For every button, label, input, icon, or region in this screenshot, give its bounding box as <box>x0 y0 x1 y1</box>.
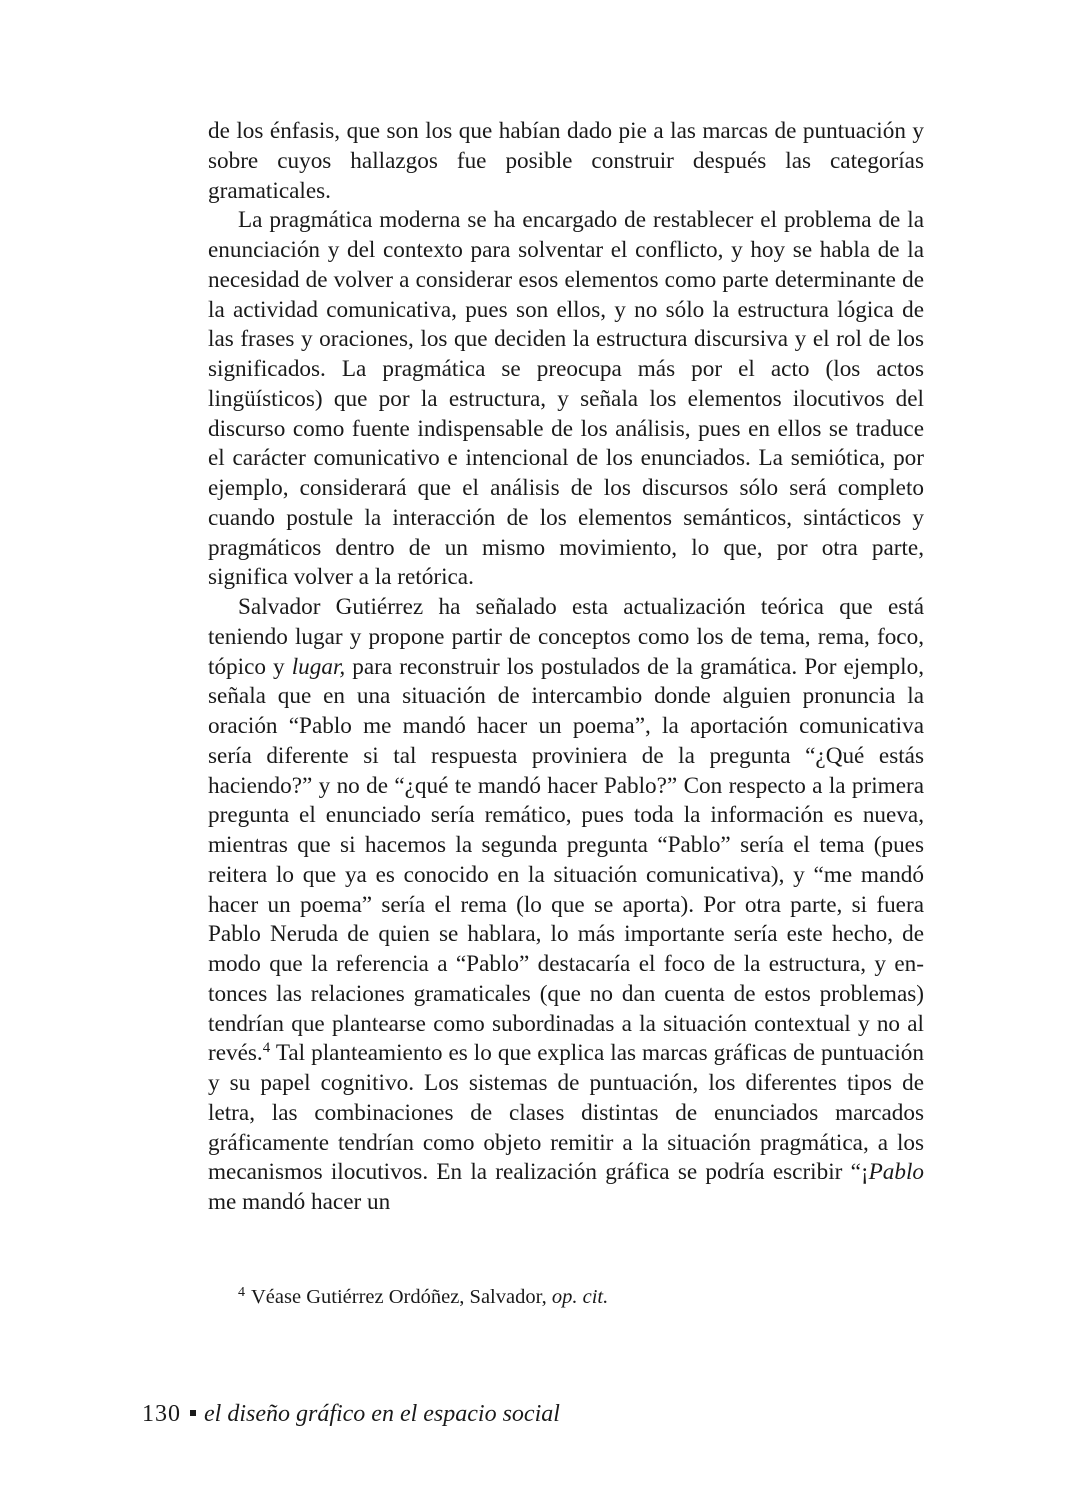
paragraph-3 <box>208 593 924 1218</box>
paragraph-3-text: me mandó hacer un <box>208 1189 391 1215</box>
page-number: 130 <box>142 1401 181 1427</box>
paragraph-3-text: Tal planteamiento es lo que explica las marcas gráficas de puntuación y su papel cognitivo. Los sistemas de puntuación, los diferentes tipos de letra, las combinaciones de clases distintas de enunciados marcados gráficamente tendrían como objeto remitir a la situación pragmática, a los mecanismos ilocutivos. En la realización gráfica se podría escribir “¡ <box>208 1040 924 1186</box>
body-text <box>208 117 924 1218</box>
footnote-number: 4 <box>238 1285 245 1300</box>
paragraph-2 <box>208 206 924 593</box>
footnote <box>238 1283 924 1311</box>
paragraph-1-text: de los énfasis, que son los que habían dado pie a las marcas de puntuación y sobre cuyos hallazgos fue posible construir después las categorías gramaticales. <box>208 118 924 204</box>
footnote-reference: 4 <box>262 1040 271 1056</box>
running-title: el diseño gráfico en el espacio social <box>204 1401 560 1427</box>
paragraph-3-text: para reconstruir los postulados de la gramática. Por ejemplo, señala que en una situación de intercambio donde alguien pronuncia la oración “Pablo me mandó hacer un poema”, la aportación comunicativa sería diferente si tal respuesta proviniera de la pregunta “¿Qué estás haciendo?” y no de “¿qué te mandó hacer Pablo?” Con respecto a la primera pregunta el enunciado sería remático, pues toda la información es nueva, mientras que si hacemos la segunda pregunta “Pablo” sería el tema (pues reitera lo que ya es conocido en la situación comunicativa), y “me mandó hacer un poema” sería el rema (lo que se aporta). Por otra parte, si fuera Pablo Neruda de quien se hablara, lo más importante sería este hecho, de modo que la referencia a “Pablo” destacaría el foco de la estructura, y entonces las relaciones gramaticales (que no dan cuenta de estos problemas) tendrían que plantearse como subordinadas a la situación contextual y no al revés. <box>208 653 925 1067</box>
footnote-text: Véase Gutiérrez Ordóñez, Salvador, <box>251 1286 552 1308</box>
footnote-italic-citation: op. cit. <box>551 1286 609 1308</box>
separator-square-icon <box>190 1410 196 1416</box>
italic-term-pablo: Pablo <box>868 1159 924 1186</box>
page-footer <box>142 1399 942 1429</box>
paragraph-3-text: Salvador Gutiérrez ha señalado esta actualización teórica que está teniendo lugar y propone partir de conceptos como los de tema, rema, foco, tópico y <box>208 594 924 680</box>
paragraph-2-text: La pragmática moderna se ha encargado de restablecer el problema de la enunciación y del contexto para solventar el conflicto, y hoy se habla de la necesidad de volver a considerar esos elementos como parte determinante de la actividad comunicativa, pues son ellos, y no sólo la estructura lógica de las frases y oraciones, los que deciden la estructura discursiva y el rol de los significados. La pragmática se preocupa más por el acto (los actos lingüísticos) que por la estructura, y señala los elementos ilocutivos del discurso como fuente indispensable de los análisis, pues en ellos se traduce el carácter comunicativo e intencional de los enunciados. La semiótica, por ejemplo, considerará que el análisis de los discursos sólo será completo cuando postule la interacción de los elementos semánticos, sintácticos y pragmáticos dentro de un mismo movimiento, lo que, por otra parte, significa volver a la retórica. <box>208 207 924 591</box>
italic-term-lugar: lugar, <box>291 653 346 680</box>
paragraph-1 <box>208 117 924 206</box>
